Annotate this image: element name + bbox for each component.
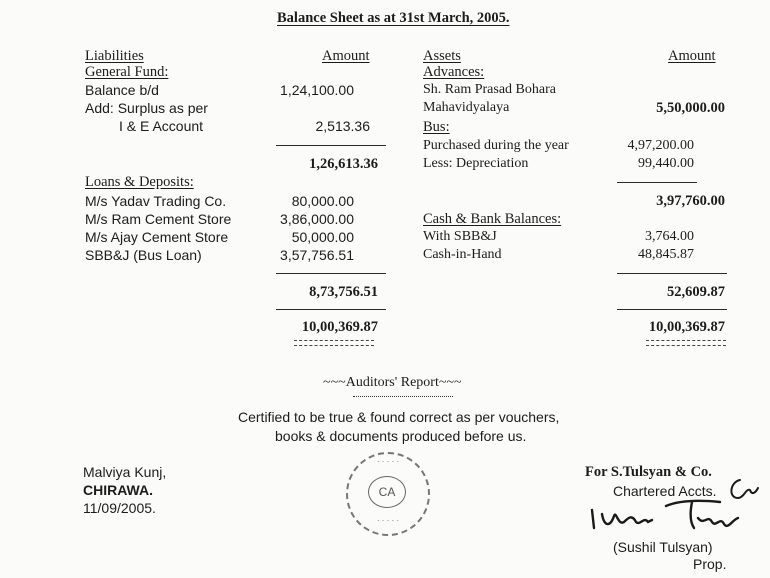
surplus-label-1: Add: Surplus as per [85, 100, 208, 116]
firm-name: For S.Tulsyan & Co. [585, 464, 712, 480]
loan-value: 80,000.00 [291, 193, 354, 209]
report-date: 11/09/2005. [83, 500, 156, 516]
assets-amount-header: Amount [668, 48, 716, 64]
loan-name: M/s Yadav Trading Co. [85, 193, 227, 209]
cash-value: 48,845.87 [638, 247, 694, 262]
double-rule [646, 340, 726, 346]
subtotal-rule [276, 273, 386, 274]
handwritten-signature [580, 470, 770, 540]
loan-value: 50,000.00 [291, 229, 354, 245]
bus-depreciation-value: 99,440.00 [638, 156, 694, 171]
certification-line-2: books & documents produced before us. [275, 428, 527, 444]
subtotal-rule [617, 309, 727, 310]
advance-line-2: Mahavidyalaya [423, 100, 510, 115]
cash-total: 52,609.87 [667, 284, 725, 300]
advances-heading: Advances: [423, 64, 485, 80]
ca-stamp [346, 452, 430, 536]
surplus-value: 2,513.36 [315, 118, 370, 134]
loans-total: 8,73,756.51 [309, 284, 378, 300]
address-line-2: CHIRAWA. [83, 482, 153, 498]
cash-heading: Cash & Bank Balances: [423, 211, 562, 227]
subtotal-rule [617, 182, 697, 183]
page-title: Balance Sheet as at 31st March, 2005. [277, 10, 510, 26]
auditors-report-heading: ~~~Auditors' Report~~~ [323, 375, 462, 390]
bus-purchased-value: 4,97,200.00 [627, 138, 694, 153]
stamp-center: CA [368, 476, 406, 508]
loan-value: 3,86,000.00 [280, 211, 354, 227]
address-line-1: Malviya Kunj, [83, 464, 167, 480]
balance-bd-value: 1,24,100.00 [280, 82, 354, 98]
subtotal-rule [617, 273, 727, 274]
loan-name: M/s Ajay Cement Store [85, 229, 229, 245]
certification-line-1: Certified to be true & found correct as per vouchers, [238, 409, 560, 425]
subtotal-rule [276, 309, 386, 310]
auditors-report-title: Auditors' Report [345, 375, 439, 390]
cash-label: Cash-in-Hand [423, 247, 502, 262]
general-fund-total: 1,26,613.36 [309, 156, 378, 172]
bus-net-value: 3,97,760.00 [656, 193, 725, 209]
loan-name: M/s Ram Cement Store [85, 211, 232, 227]
firm-designation: Chartered Accts. [613, 483, 717, 499]
signatory-role: Prop. [693, 556, 727, 572]
balance-bd-label: Balance b/d [85, 82, 159, 98]
bus-heading: Bus: [423, 119, 450, 135]
liabilities-amount-header: Amount [322, 48, 370, 64]
double-rule [294, 340, 374, 346]
general-fund-heading: General Fund: [85, 64, 169, 80]
sbbj-value: 3,764.00 [645, 229, 694, 244]
advance-value: 5,50,000.00 [656, 100, 725, 116]
loan-value: 3,57,756.51 [280, 247, 354, 263]
loan-name: SBB&J (Bus Loan) [85, 247, 202, 263]
advance-line-1: Sh. Ram Prasad Bohara [423, 82, 556, 97]
loans-heading: Loans & Deposits: [85, 174, 194, 190]
stamp-rim-bottom: · · · · · [376, 516, 400, 525]
surplus-label-2: I & E Account [119, 118, 204, 134]
signatory-name: (Sushil Tulsyan) [613, 539, 713, 555]
subtotal-rule [276, 145, 386, 146]
bus-depreciation-label: Less: Depreciation [423, 156, 529, 171]
liabilities-header: Liabilities [85, 48, 144, 64]
wavy-rule [353, 392, 453, 397]
sbbj-label: With SBB&J [423, 229, 497, 244]
assets-grand-total: 10,00,369.87 [648, 319, 725, 335]
liabilities-grand-total: 10,00,369.87 [301, 319, 378, 335]
bus-purchased-label: Purchased during the year [423, 138, 569, 153]
stamp-rim-top: · · · · · [376, 457, 400, 466]
assets-header: Assets [423, 48, 461, 64]
